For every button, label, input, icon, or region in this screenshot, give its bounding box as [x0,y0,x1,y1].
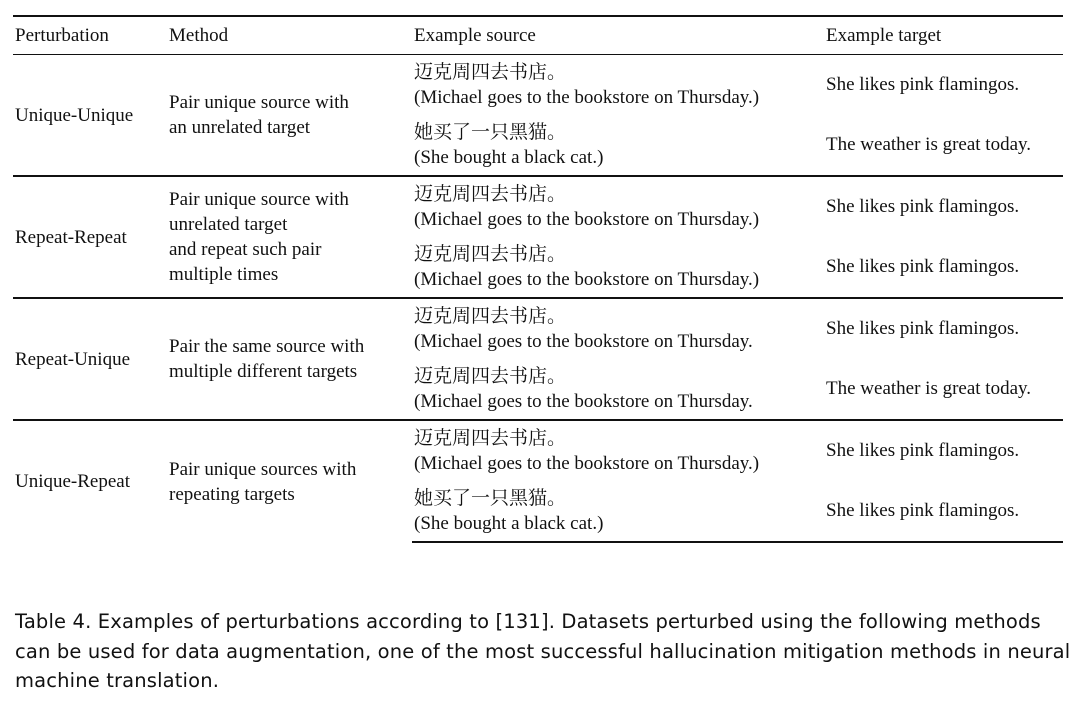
source-cell [412,359,824,420]
target-cell: She likes pink flamingos. [826,74,1020,95]
perturbation-cell [13,176,167,298]
perturbation-cell [13,298,167,420]
target-cell: She likes pink flamingos. [824,176,1063,237]
table-row [13,176,1063,237]
target-cell: She likes pink flamingos. [826,256,1020,277]
table-row [13,55,1063,116]
source-cell [412,176,824,237]
perturbation-label: Repeat-Repeat [15,226,127,248]
source-chinese: 迈克周四去书店。 [414,62,567,83]
method-line: Pair the same source with [169,336,365,357]
perturbation-label: Repeat-Unique [15,348,131,370]
caption-line: can be used for data augmentation, one of the most successful hallucination mitigation methods in neural [15,639,1071,663]
method-cell [167,55,412,177]
source-english: (She bought a black cat.) [414,513,604,534]
source-chinese: 她买了一只黑猫。 [414,488,567,509]
method-cell [167,298,412,420]
source-english: (Michael goes to the bookstore on Thursday.) [414,269,760,290]
header-method: Method [167,16,412,55]
target-cell: She likes pink flamingos. [824,481,1063,542]
source-cell [412,481,824,542]
source-english: (Michael goes to the bookstore on Thursday.) [414,87,760,108]
source-english: (Michael goes to the bookstore on Thursday. [414,391,753,412]
method-cell [167,176,412,298]
header-example-source: Example source [412,16,824,55]
table-caption [15,607,1070,696]
source-chinese: 迈克周四去书店。 [414,184,567,205]
table-row [13,420,1063,481]
target-cell: She likes pink flamingos. [824,420,1063,481]
source-chinese: 迈克周四去书店。 [414,306,567,327]
source-english: (She bought a black cat.) [414,147,604,168]
method-line: multiple different targets [169,361,358,382]
caption-line: Table 4. Examples of perturbations according to [131]. Datasets perturbed using the following methods [15,610,1041,633]
source-chinese: 她买了一只黑猫。 [414,122,567,143]
table-header-row [13,16,1063,55]
source-english: (Michael goes to the bookstore on Thursday.) [414,209,760,230]
method-line: multiple times [169,264,279,285]
target-cell: She likes pink flamingos. [824,298,1063,359]
source-english: (Michael goes to the bookstore on Thursday.) [414,453,760,474]
table-row [13,298,1063,359]
source-cell [412,237,824,298]
perturbation-table [13,15,1063,543]
header-example-target: Example target [824,16,1063,55]
source-english: (Michael goes to the bookstore on Thursday. [414,331,753,352]
method-line: and repeat such pair [169,239,322,260]
source-chinese: 迈克周四去书店。 [414,244,567,265]
target-cell: The weather is great today. [826,378,1032,399]
method-cell [167,420,412,542]
source-cell [412,55,824,116]
method-line: repeating targets [169,483,295,505]
method-line: Pair unique source with [169,92,349,113]
source-chinese: 迈克周四去书店。 [414,366,567,387]
source-cell [412,298,824,359]
perturbation-cell [13,55,167,177]
method-line: Pair unique source with [169,189,349,210]
method-line: an unrelated target [169,117,311,138]
perturbation-table-container [13,15,1063,543]
perturbation-cell [13,420,167,542]
source-cell [412,420,824,481]
perturbation-label: Unique-Unique [15,104,134,126]
perturbation-label: Unique-Repeat [15,471,131,492]
target-cell: The weather is great today. [826,134,1032,155]
source-cell [412,115,824,176]
caption-line: machine translation. [15,669,220,692]
source-chinese: 迈克周四去书店。 [414,428,567,449]
method-line: unrelated target [169,214,288,235]
header-perturbation: Perturbation [13,16,167,55]
method-line: Pair unique sources with [169,458,357,480]
